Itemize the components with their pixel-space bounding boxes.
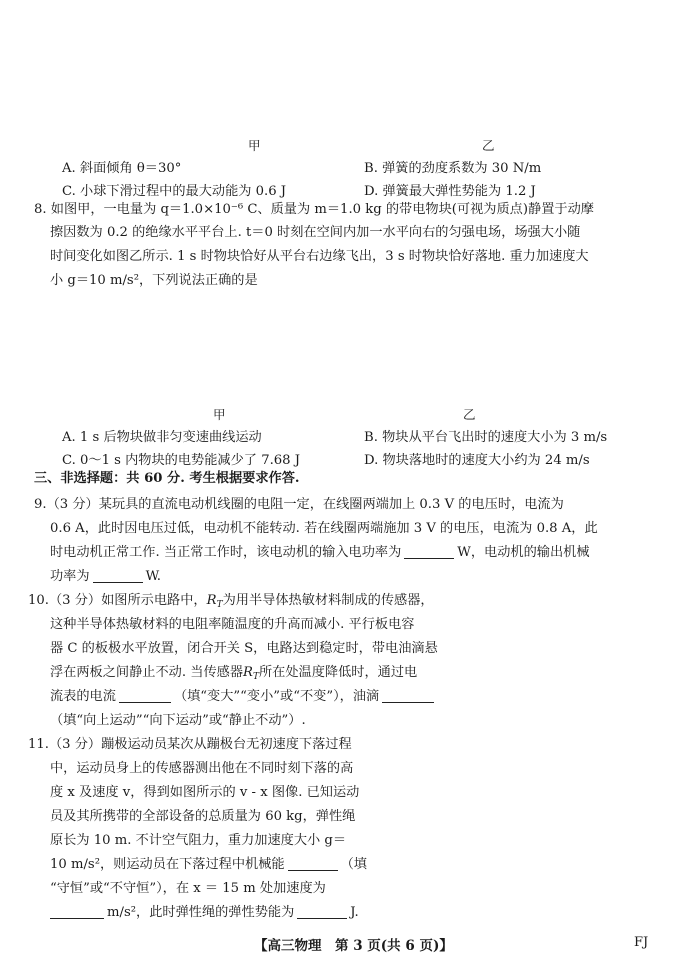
figure-label-jia-mid: 甲: [213, 407, 226, 422]
q10-line-4-text-a: 浮在两板之间静止不动. 当传感器: [50, 665, 244, 680]
q8-option-c: C. 0～1 s 内物块的电势能减少了 7.68 J: [62, 453, 301, 468]
q11-line-2: 中，运动员身上的传感器测出他在不同时刻下落的高: [50, 761, 354, 776]
q7-option-d: D. 弹簧最大弹性势能为 1.2 J: [364, 184, 536, 199]
sensor-symbol: R: [206, 593, 217, 608]
q11-line-1: 11.（3 分）蹦极运动员某次从蹦极台无初速度下落过程: [28, 737, 352, 752]
q9-line-4-text-a: 功率为: [50, 569, 90, 584]
q8-option-b: B. 物块从平台飞出时的速度大小为 3 m/s: [364, 430, 608, 445]
q7-option-a: A. 斜面倾角 θ＝30°: [62, 161, 182, 176]
q11-line-8: [50, 902, 359, 924]
q11-line-6-text-b: （填: [340, 857, 367, 872]
q10-line-6: （填“向上运动”“向下运动”或“静止不动”）.: [50, 713, 306, 728]
q10-current-blank[interactable]: [119, 688, 171, 703]
q9-line-4: [50, 566, 161, 588]
q7-option-b: B. 弹簧的劲度系数为 30 N/m: [364, 161, 542, 176]
q10-line-4: [50, 662, 417, 688]
q11-line-6-text-a: 10 m/s²，则运动员在下落过程中机械能: [50, 857, 285, 872]
q9-line-1: 9.（3 分）某玩具的直流电动机线圈的电阻一定，在线圈两端加上 0.3 V 的电压时，电流为: [34, 497, 564, 512]
figure-label-yi-mid: 乙: [463, 407, 476, 422]
q9-line-3-text-a: 时电动机正常工作. 当正常工作时，该电动机的输入电功率为: [50, 545, 402, 560]
q7-option-c: C. 小球下滑过程中的最大动能为 0.6 J: [62, 184, 287, 199]
q10-line-5-text-a: 流表的电流: [50, 689, 116, 704]
q9-line-3: [50, 542, 590, 564]
q9-input-power-blank[interactable]: [404, 544, 454, 559]
page-footer: 【高三物理 第 3 页(共 6 页)】: [254, 938, 453, 954]
section-heading: 三、非选择题：共 60 分. 考生根据要求作答.: [34, 471, 300, 486]
q10-line-5-text-b: （填“变大”“变小”或“不变”），油滴: [173, 689, 380, 704]
q11-line-4: 员及其所携带的全部设备的总质量为 60 kg，弹性绳: [50, 809, 356, 824]
page-code: FJ: [634, 935, 649, 950]
q8-line-4: 小 g＝10 m/s²，下列说法正确的是: [50, 273, 258, 288]
q8-option-a: A. 1 s 后物块做非匀变速曲线运动: [62, 430, 262, 445]
sensor-subscript: T: [216, 600, 223, 610]
q10-line-4-text-b: 所在处温度降低时，通过电: [258, 665, 418, 680]
q11-elastic-energy-blank[interactable]: [297, 904, 347, 919]
q11-line-7: “守恒”或“不守恒”），在 x ＝ 15 m 处加速度为: [50, 881, 326, 896]
q11-line-8-text-b: J.: [350, 905, 359, 920]
q11-energy-conservation-blank[interactable]: [288, 856, 338, 871]
q8-line-3: 时间变化如图乙所示. 1 s 时物块恰好从平台右边缘飞出，3 s 时物块恰好落地. 重力加速度大: [50, 249, 589, 264]
figure-label-jia-top: 甲: [248, 138, 261, 153]
sensor-symbol-2: R: [243, 665, 253, 680]
q10-line-1-text-a: 10.（3 分）如图所示电路中，: [28, 593, 207, 608]
q9-line-2: 0.6 A，此时因电压过低，电动机不能转动. 若在线圈两端施加 3 V 的电压，电流为 0.8 A，此: [50, 521, 598, 536]
q9-line-3-text-b: W，电动机的输出机械: [457, 545, 590, 560]
q9-output-power-blank[interactable]: [93, 568, 143, 583]
q11-line-6: [50, 854, 367, 876]
figure-label-yi-top: 乙: [482, 138, 495, 153]
q10-droplet-blank[interactable]: [382, 688, 434, 703]
q10-line-5: [50, 686, 437, 708]
q8-line-1: 8. 如图甲，一电量为 q＝1.0×10⁻⁶ C、质量为 m＝1.0 kg 的带电物块(可视为质点)静置于动摩: [34, 202, 594, 217]
q10-line-1-text-b: 为用半导体热敏材料制成的传感器，: [222, 593, 434, 608]
q11-line-5: 原长为 10 m. 不计空气阻力，重力加速度大小 g＝: [50, 833, 347, 848]
q11-line-8-text-a: m/s²，此时弹性绳的弹性势能为: [107, 905, 295, 920]
q10-line-3: 器 C 的板极水平放置，闭合开关 S，电路达到稳定时，带电油滴悬: [50, 641, 438, 656]
q10-line-1: [28, 590, 434, 616]
q10-line-2: 这种半导体热敏材料的电阻率随温度的升高而减小. 平行板电容: [50, 617, 415, 632]
q8-option-d: D. 物块落地时的速度大小约为 24 m/s: [364, 453, 590, 468]
q8-line-2: 擦因数为 0.2 的绝缘水平平台上. t＝0 时刻在空间内加一水平向右的匀强电场，场强大小随: [50, 225, 581, 240]
q11-line-3: 度 x 及速度 v，得到如图所示的 v - x 图像. 已知运动: [50, 785, 360, 800]
q11-acceleration-blank[interactable]: [50, 904, 104, 919]
sensor-subscript-2: T: [252, 672, 259, 682]
q9-line-4-text-b: W.: [145, 569, 162, 584]
